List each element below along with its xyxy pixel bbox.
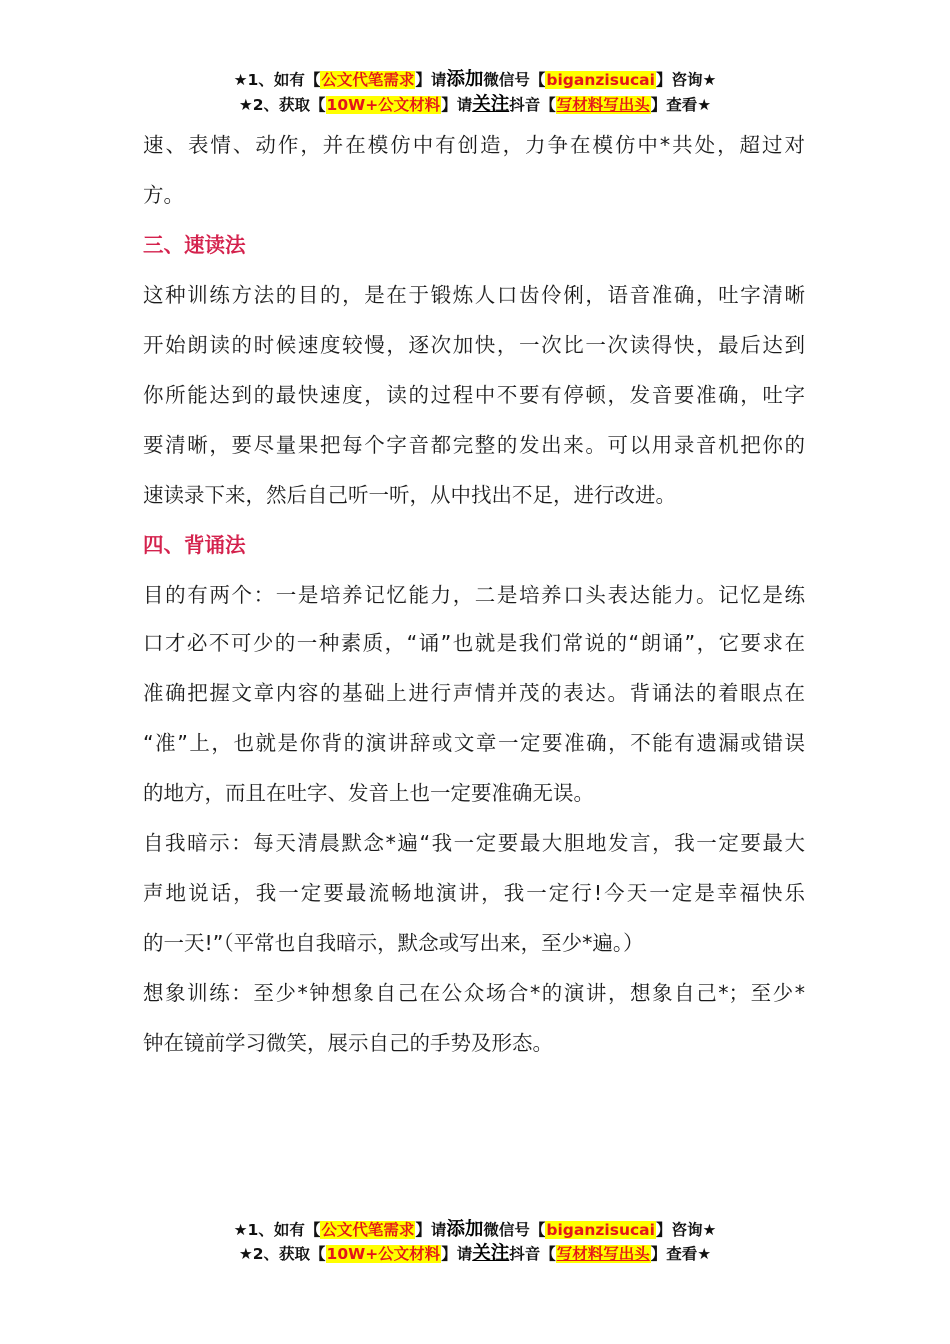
banner-highlight-wechat-id: biganzisucai: [546, 1221, 655, 1239]
body-line: 这种训练方法的目的，是在于锻炼人口齿伶俐，语音准确，吐字清晰: [143, 283, 805, 307]
body-line: 目的有两个：一是培养记忆能力，二是培养口头表达能力。记忆是练: [143, 583, 805, 607]
body-line: 钟在镜前学习微笑，展示自己的手势及形态。: [143, 1031, 553, 1055]
banner-prefix: ★1、如有【: [233, 71, 321, 89]
banner-text: 】请: [441, 1245, 473, 1263]
body-line: 你所能达到的最快速度，读的过程中不要有停顿，发音要准确，吐字: [143, 383, 805, 407]
banner-prefix: ★2、获取【: [238, 96, 326, 114]
body-line: “准”上，也就是你背的演讲辞或文章一定要准确，不能有遗漏或错误: [143, 731, 805, 755]
section-heading-recitation: 四、背诵法: [143, 533, 246, 557]
banner-text: 】请: [415, 71, 447, 89]
banner-highlight-service: 公文代笔需求: [321, 1221, 415, 1239]
body-line: 口才必不可少的一种素质，“诵”也就是我们常说的“朗诵”，它要求在: [143, 631, 805, 655]
footer-banner-line-1: [0, 1218, 950, 1242]
section-heading-speed-reading: 三、速读法: [143, 233, 246, 257]
body-line: 速读录下来，然后自己听一听，从中找出不足，进行改进。: [143, 483, 676, 507]
body-line: 的一天!”（平常也自我暗示，默念或写出来，至少*遍。）: [143, 931, 644, 955]
banner-suffix: 】查看★: [650, 1245, 712, 1263]
body-line: 的地方，而且在吐字、发音上也一定要准确无误。: [143, 781, 594, 805]
banner-text: 微信号【: [483, 71, 546, 89]
banner-emphasis: 添加: [446, 1219, 484, 1240]
banner-suffix: 】咨询★: [655, 1221, 717, 1239]
banner-suffix: 】咨询★: [655, 71, 717, 89]
banner-highlight-materials: 10W+公文材料: [326, 1245, 441, 1263]
body-line: 准确把握文章内容的基础上进行声情并茂的表达。背诵法的着眼点在: [143, 681, 805, 705]
banner-highlight-douyin-account: 写材料写出头: [556, 96, 650, 114]
header-banner-line-1: [0, 68, 950, 92]
banner-text: 抖音【: [509, 96, 556, 114]
banner-emphasis: 关注: [472, 94, 510, 115]
body-line: 自我暗示：每天清晨默念*遍“我一定要最大胆地发言，我一定要最大: [143, 831, 805, 855]
body-line: 声地说话，我一定要最流畅地演讲，我一定行!今天一定是幸福快乐: [143, 881, 805, 905]
banner-emphasis: 添加: [446, 69, 484, 90]
body-line: 想象训练：至少*钟想象自己在公众场合*的演讲，想象自己*；至少*: [143, 981, 805, 1005]
banner-highlight-service: 公文代笔需求: [321, 71, 415, 89]
banner-text: 微信号【: [483, 1221, 546, 1239]
body-line: 方。: [143, 183, 184, 207]
footer-banner-line-2: [0, 1242, 950, 1266]
body-line: 速、表情、动作，并在模仿中有创造，力争在模仿中*共处，超过对: [143, 133, 805, 157]
banner-prefix: ★2、获取【: [238, 1245, 326, 1263]
banner-text: 】请: [415, 1221, 447, 1239]
banner-highlight-materials: 10W+公文材料: [326, 96, 441, 114]
banner-text: 抖音【: [509, 1245, 556, 1263]
banner-suffix: 】查看★: [650, 96, 712, 114]
banner-highlight-wechat-id: biganzisucai: [546, 71, 655, 89]
body-line: 要清晰，要尽量果把每个字音都完整的发出来。可以用录音机把你的: [143, 433, 805, 457]
body-line: 开始朗读的时候速度较慢，逐次加快，一次比一次读得快，最后达到: [143, 333, 805, 357]
banner-prefix: ★1、如有【: [233, 1221, 321, 1239]
banner-highlight-douyin-account: 写材料写出头: [556, 1245, 650, 1263]
header-banner-line-2: [0, 93, 950, 117]
banner-emphasis: 关注: [472, 1243, 510, 1264]
banner-text: 】请: [441, 96, 473, 114]
